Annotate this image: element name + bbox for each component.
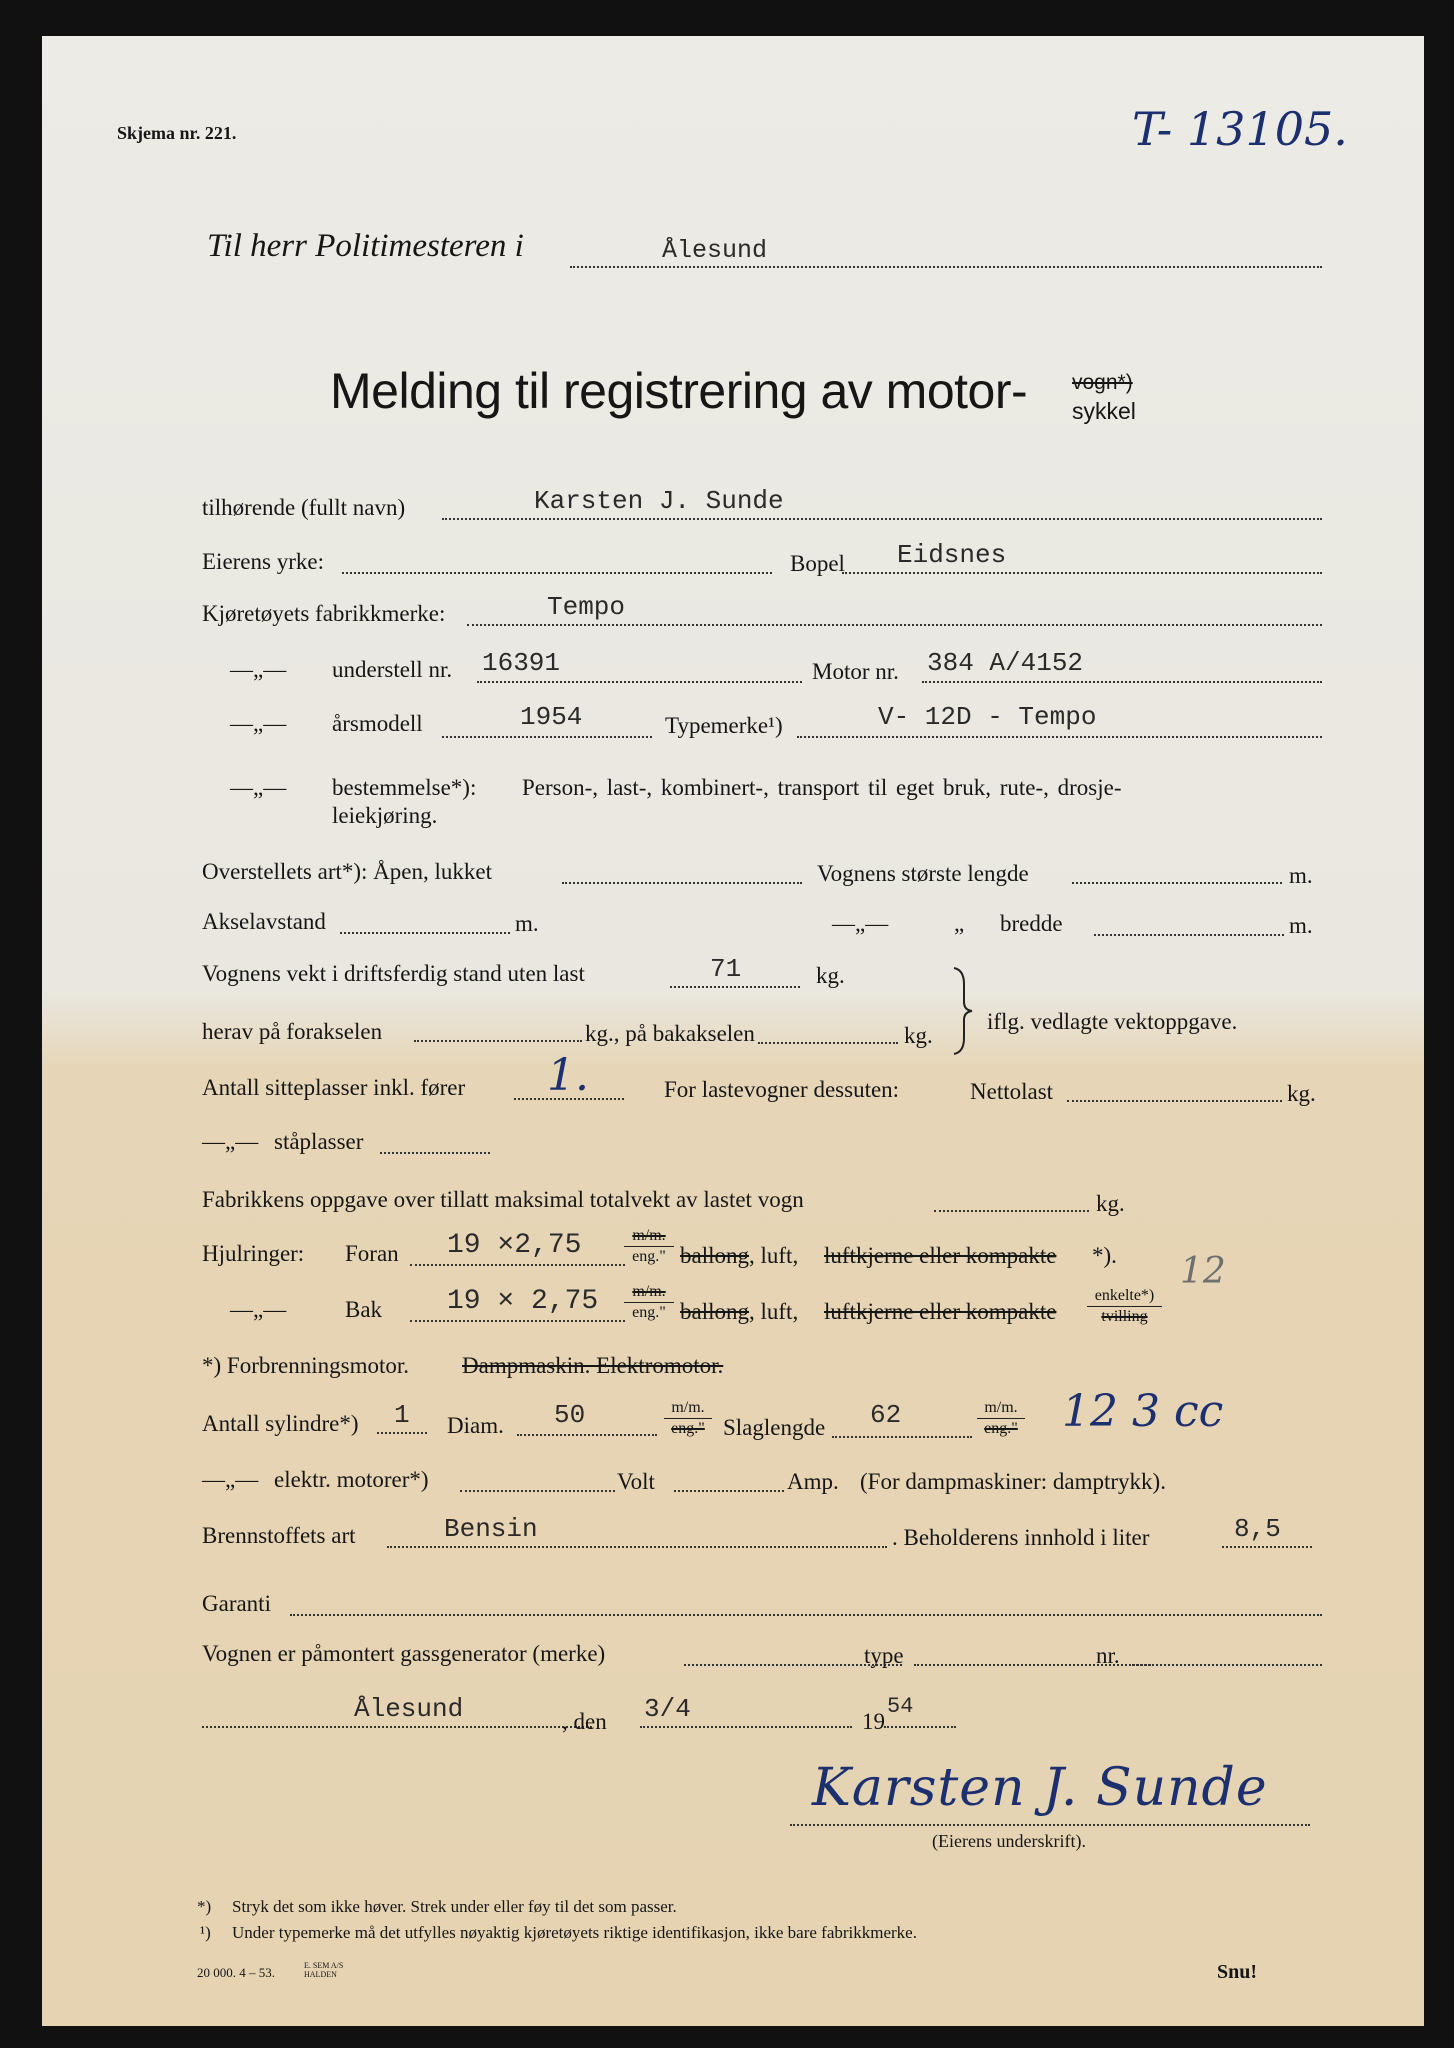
chassis-value: 16391	[482, 648, 561, 678]
width-label: bredde	[1000, 911, 1063, 936]
max-weight-label: Fabrikkens oppgave over tillatt maksimal totalvekt av lastet vogn	[202, 1187, 804, 1212]
ditto-mark: —„—	[230, 775, 287, 800]
guarantee-label: Garanti	[202, 1591, 271, 1616]
title-sykkel: sykkel	[1072, 398, 1136, 424]
wheels-front-label: Foran	[345, 1241, 399, 1266]
ditto-mark: —„—	[230, 711, 287, 736]
engine-types-label: *) Forbrenningsmotor.	[202, 1353, 409, 1378]
rear-luftkjerne-struck: luftkjerne eller kompakte	[824, 1299, 1057, 1324]
page-title: Melding til registrering av motor-	[330, 363, 1028, 419]
turn-over-note: Snu!	[1217, 1961, 1258, 1983]
rear-ballong-struck: ballong	[680, 1299, 749, 1324]
brace-icon	[950, 966, 976, 1056]
engine-types-struck: Dampmaskin. Elektromotor.	[462, 1353, 724, 1378]
print-info: 20 000. 4 – 53.	[197, 1965, 275, 1980]
motor-label: Motor nr.	[812, 659, 899, 684]
cargo-label: For lastevogner dessuten:	[664, 1077, 900, 1102]
printer-info: E. SEM A/S HALDEN	[304, 1961, 344, 1979]
gas-generator-label: Vognen er påmontert gassgenerator (merke)	[202, 1641, 606, 1666]
rear-axle-unit: kg.	[904, 1023, 933, 1048]
make-value: Tempo	[547, 592, 626, 622]
front-luftkjerne-struck: luftkjerne eller kompakte	[824, 1243, 1057, 1268]
type-value: V- 12D - Tempo	[878, 702, 1097, 732]
weight-label: Vognens vekt i driftsferdig stand uten last	[202, 961, 585, 986]
schema-number: Skjema nr. 221.	[117, 123, 237, 143]
body-type-label: Overstellets art*): Åpen, lukket	[202, 859, 492, 884]
wheels-rear-value: 19 × 2,75	[447, 1286, 599, 1317]
date-value: 3/4	[644, 1694, 691, 1724]
purpose-label: bestemmelse*):	[332, 775, 477, 800]
weight-value: 71	[710, 954, 742, 984]
place-value: Ålesund	[354, 1694, 464, 1724]
footnote-1: Stryk det som ikke høver. Strek under eller føy til det som passer.	[232, 1897, 677, 1916]
signature-caption: (Eierens underskrift).	[932, 1831, 1086, 1851]
rear-luft: , luft,	[749, 1299, 799, 1324]
width-quote: „	[954, 911, 965, 936]
fuel-label: Brennstoffets art	[202, 1523, 356, 1548]
gas-generator-nr-label: nr.	[1096, 1643, 1120, 1668]
chassis-label: understell nr.	[332, 657, 453, 682]
front-close: *).	[1092, 1243, 1117, 1268]
steam-label: (For dampmaskiner: damptrykk).	[860, 1469, 1166, 1494]
tank-label: . Beholderens innhold i liter	[892, 1525, 1150, 1550]
weight-unit: kg.	[816, 963, 845, 988]
ditto-mark: —„—	[202, 1129, 259, 1154]
stroke-value: 62	[870, 1400, 902, 1430]
axle-label: Akselavstand	[202, 909, 326, 934]
axle-unit: m.	[515, 911, 539, 936]
volt-label: Volt	[617, 1469, 655, 1494]
front-unit-fraction: m/m. eng."	[624, 1226, 674, 1267]
owner-signature: Karsten J. Sunde	[812, 1758, 1268, 1818]
length-label: Vognens største lengde	[817, 861, 1029, 886]
addressee-value: Ålesund	[662, 236, 768, 265]
residence-value: Eidsnes	[897, 540, 1007, 570]
addressee-label: Til herr Politimesteren i	[207, 228, 524, 264]
date-year-prefix: 19	[862, 1709, 885, 1734]
diameter-label: Diam.	[447, 1413, 504, 1438]
residence-label: Bopel	[790, 551, 845, 576]
cylinders-value: 1	[394, 1400, 410, 1430]
make-label: Kjøretøyets fabrikkmerke:	[202, 601, 446, 626]
reference-number: T- 13105.	[1132, 102, 1348, 156]
footnote-1-mark: *)	[197, 1897, 212, 1916]
diameter-unit-fraction: m/m. eng."	[664, 1398, 712, 1439]
tank-value: 8,5	[1234, 1514, 1281, 1544]
rear-unit-fraction: m/m. eng."	[624, 1282, 674, 1323]
year-value: 1954	[520, 702, 583, 732]
amp-label: Amp.	[787, 1469, 839, 1494]
cylinders-label: Antall sylindre*)	[202, 1411, 359, 1436]
footnote-2: Under typemerke må det utfylles nøyaktig kjøretøyets riktige identifikasjon, ikke bare fabrikkmerke.	[232, 1923, 917, 1942]
form-paper	[42, 36, 1424, 2026]
cc-note: 12 3 cc	[1062, 1386, 1224, 1437]
weight-note: iflg. vedlagte vektoppgave.	[987, 1009, 1238, 1034]
date-year-suffix: 54	[887, 1694, 914, 1719]
ditto-mark: —„—	[202, 1467, 259, 1492]
margin-note: 12	[1180, 1251, 1226, 1292]
stroke-unit-fraction: m/m. eng."	[977, 1398, 1025, 1439]
occupation-label: Eierens yrke:	[202, 549, 324, 574]
purpose-line-2: leiekjøring.	[332, 803, 438, 828]
title-vogn-struck: vogn*)	[1072, 371, 1133, 394]
standing-label: ståplasser	[274, 1129, 364, 1154]
footnote-2-mark: ¹)	[200, 1923, 211, 1942]
front-luft: , luft,	[749, 1243, 799, 1268]
front-axle-label: herav på forakselen	[202, 1019, 383, 1044]
stroke-label: Slaglengde	[723, 1415, 826, 1440]
fuel-value: Bensin	[444, 1514, 538, 1544]
type-label: Typemerke¹)	[665, 713, 783, 738]
ditto-mark: —„—	[230, 1297, 287, 1322]
ditto-mark: —„—	[230, 657, 287, 682]
owner-value: Karsten J. Sunde	[534, 486, 784, 516]
max-weight-unit: kg.	[1096, 1191, 1125, 1216]
rear-axle-label: kg., på bakakselen	[585, 1021, 755, 1046]
gas-generator-type-label: type	[864, 1643, 904, 1668]
seats-value: 1.	[547, 1050, 589, 1101]
enkelte-tvilling-fraction: enkelte*) tvilling	[1087, 1286, 1162, 1327]
width-unit: m.	[1289, 913, 1313, 938]
year-label: årsmodell	[332, 711, 423, 736]
front-ballong-struck: ballong	[680, 1243, 749, 1268]
wheels-rear-label: Bak	[345, 1297, 383, 1322]
net-load-label: Nettolast	[970, 1079, 1054, 1104]
net-load-unit: kg.	[1287, 1081, 1316, 1106]
ditto-mark: —„—	[832, 911, 889, 936]
wheels-front-value: 19 ×2,75	[447, 1230, 582, 1261]
diameter-value: 50	[554, 1400, 586, 1430]
electric-motors-label: elektr. motorer*)	[274, 1467, 429, 1492]
seats-label: Antall sitteplasser inkl. fører	[202, 1075, 466, 1100]
wheels-label: Hjulringer:	[202, 1241, 305, 1266]
length-unit: m.	[1289, 863, 1313, 888]
motor-value: 384 A/4152	[927, 648, 1084, 678]
purpose-line-1: Person-, last-, kombinert-, transport til eget bruk, rute-, drosje-	[522, 775, 1122, 800]
date-label: , den	[562, 1709, 607, 1734]
owner-label: tilhørende (fullt navn)	[202, 495, 406, 520]
